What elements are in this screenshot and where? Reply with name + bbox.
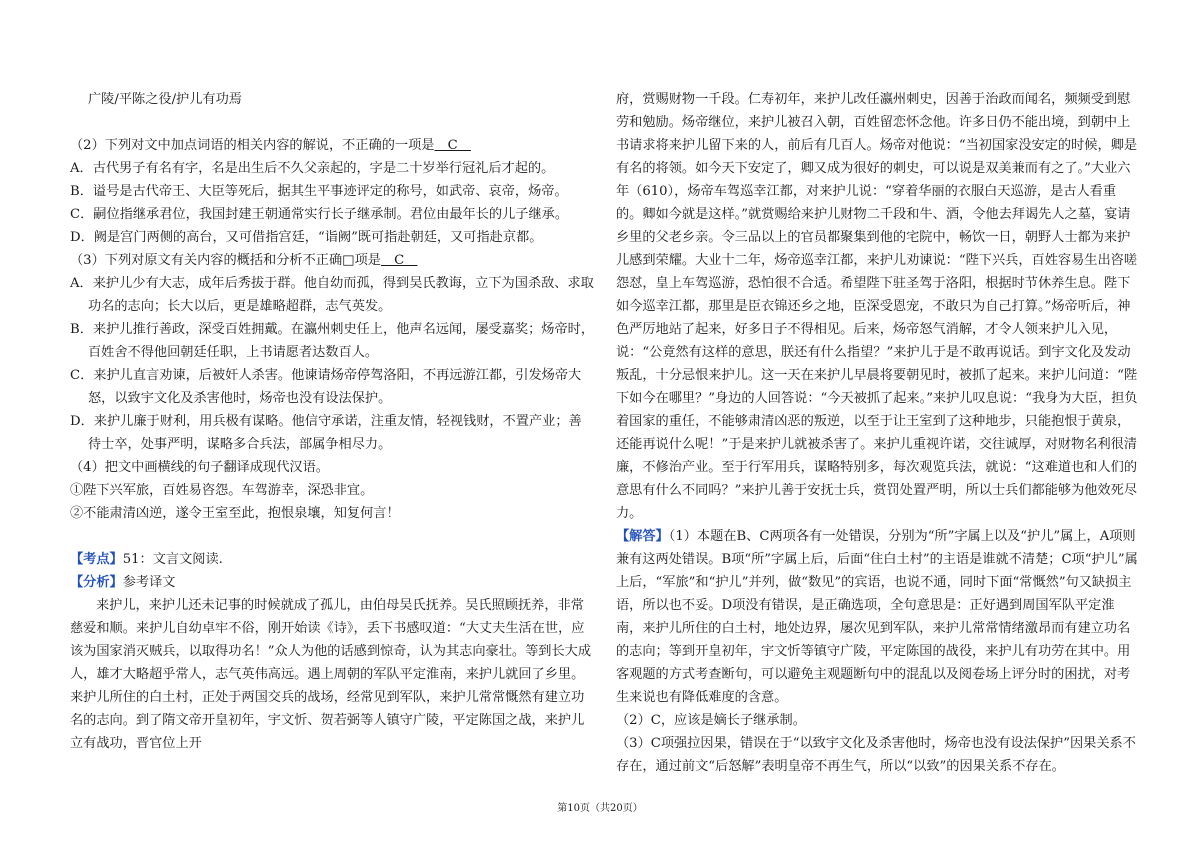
option-a: A．来护儿少有大志，成年后秀拔于群。他自幼而孤，得到吴氏教诲，立下为国杀敌、求取功名的志向；长大以后，更是雄略超群，志气英发。 bbox=[70, 276, 594, 314]
option-d: D．阙是宫门两侧的高台，又可借指宫廷，“诣阙”既可指赴朝廷，又可指赴京都。 bbox=[70, 230, 543, 245]
answer-blank: C bbox=[380, 253, 418, 268]
option-b: B．谥号是古代帝王、大臣等死后，据其生平事迹评定的称号，如武帝、哀帝，炀帝。 bbox=[70, 184, 568, 199]
fenxi-tag: 【分析】 bbox=[70, 575, 123, 590]
jieda-paragraph-3: （3）C项强拉因果，错误在于“以致宇文化及杀害他时，炀帝也没有设法保护”因果关系不存在，通过前文“后怒解”表明皇帝不再生气，所以“以致”的因果关系不存在。 bbox=[616, 736, 1136, 774]
answer-blank: C bbox=[434, 138, 471, 153]
jieda-tag: 【解答】 bbox=[616, 529, 669, 544]
jieda-paragraph-2: （2）C，应该是嫡长子继承制。 bbox=[616, 713, 806, 728]
translate-item-2: ②不能肃清凶逆，遂令王室至此，抱恨泉壤，知复何言！ bbox=[70, 506, 400, 521]
left-column bbox=[70, 88, 594, 755]
option-c: C．来护儿直言劝谏，后被奸人杀害。他谏请炀帝停驾洛阳，不再远游江都，引发炀帝大怒，以致宇文化及杀害他时，炀帝也没有设法保护。 bbox=[70, 368, 582, 406]
page-number: 第10页（共20页） bbox=[557, 803, 643, 814]
sentence-break-answer: 广陵/平陈之役/护儿有功焉 bbox=[88, 92, 242, 107]
translation-continued: 府，赏赐财物一千段。仁寿初年，来护儿改任瀛州刺史，因善于治政而闻名，频频受到慰劳和勉励。炀帝继位，来护儿被召入朝，百姓留恋怀念他。许多日仍不能出境，到朝中上书请求将来护儿留下来的人，前后有几百人。炀帝对他说：“当初国家没安定的时候，卿是有名的将领。如今天下安定了，卿又成为很好的刺史，可以说是双美兼而有之了。”大业六年（610），炀帝车驾巡幸江都，对来护儿说：“穿着华丽的衣服白天巡游，是古人看重的。卿如今就是这样。”就赏赐给来护儿财物二千段和牛、酒，令他去拜谒先人之墓，宴请乡里的父老乡亲。令三品以上的官员都聚集到他的宅院中，畅饮一日，朝野人士都为来护儿感到荣耀。大业十二年，炀帝巡幸江都，来护儿劝谏说：“陛下兴兵，百姓容易生出咨嗟怨怼，皇上车驾巡游，恐怕很不合适。希望陛下驻圣驾于洛阳，根据时节休养生息。陛下如今巡幸江都，那里是臣衣锦还乡之地，臣深受恩宠，不敢只为自己打算。”炀帝听后，神色严厉地站了起来，好多日子不得相见。后来，炀帝怒气消解，才令人领来护儿入见，说：“公竟然有这样的意思，朕还有什么指望？”来护儿于是不敢再说话。到宇文化及发动叛乱，十分忌恨来护儿。这一天在来护儿早晨将要朝见时，被抓了起来。来护儿问道：“陛下如今在哪里？”身边的人回答说：“今天被抓了起来。”来护儿叹息说：“我身为大臣，担负着国家的重任，不能够肃清凶恶的叛逆，以至于让王室到了这种地步，只能抱恨于黄泉，还能再说什么呢！”于是来护儿就被杀害了。来护儿重视许诺，交往诚厚，对财物名利很清廉，不修治产业。至于行军用兵，谋略特别多，每次观览兵法，就说：“这难道也和人们的意思有什么不同吗？”来护儿善于安抚士兵，赏罚处置严明，所以士兵们都能够为他效死尽力。 bbox=[616, 92, 1138, 521]
question-3: （3）下列对原文有关内容的概括和分析不正确□项是 C bbox=[70, 253, 418, 268]
translate-item-1: ①陛下兴军旅，百姓易咨怨。车驾游幸，深恐非宜。 bbox=[70, 483, 374, 498]
spacer bbox=[70, 525, 594, 548]
translation-paragraph: 来护儿，来护儿还未记事的时候就成了孤儿，由伯母吴氏抚养。吴氏照顾抚养，非常慈爱和顺。来护儿自幼卓牢不俗，刚开始读《诗》，丢下书感叹道：“大丈夫生活在世，应该为国家消灭贼兵，以取得功名！”众人为他的话感到惊奇，认为其志向豪壮。等到长大成人，雄才大略超乎常人，志气英伟高远。遇上周朝的军队平定淮南，来护儿就回了乡里。来护儿所住的白土村，正处于两国交兵的战场，经常见到军队，来护儿常常慨然有建立功名的志向。到了隋文帝开皇初年，宇文忻、贺若弼等人镇守广陵，平定陈国之战，来护儿立有战功，晋官位上开 bbox=[70, 598, 592, 751]
question-2: （2）下列对文中加点词语的相关内容的解说，不正确的一项是 C bbox=[70, 138, 471, 153]
fenxi-line: 【分析】参考译文 bbox=[70, 575, 176, 590]
option-a: A．古代男子有名有字，名是出生后不久父亲起的，字是二十岁举行冠礼后才起的。 bbox=[70, 161, 555, 176]
right-column bbox=[616, 88, 1140, 778]
jieda-paragraph-1: 【解答】（1）本题在B、C两项各有一处错误，分别为“所”字属上以及“护儿”属上，A项则兼有这两处错误。B项“所”字属上后，后面“住白土村”的主语是谁就不清楚；C项“护儿”属上后，“军旅”和“护儿”并列，做“数见”的宾语，也说不通，同时下面“常慨然”句又缺损主语，所以也不妥。D项没有错误，是正确选项，全句意思是：正好遇到周国军队平定淮南，来护儿所住的白土村，地处边界，屡次见到军队，来护儿常常情绪激昂而有建立功名的志向；等到开皇初年，宇文忻等镇守广陵，平定陈国的战役，来护儿有功劳在其中。用客观题的方式考查断句，可以避免主观题断句中的混乱以及阅卷场上评分时的困扰，对考生来说也有降低难度的含意。 bbox=[616, 529, 1138, 705]
kaodian-line: 【考点】51：文言文阅读. bbox=[70, 552, 223, 567]
spacer bbox=[70, 111, 594, 134]
option-c: C．嗣位指继承君位，我国封建王朝通常实行长子继承制。君位由最年长的儿子继承。 bbox=[70, 207, 569, 222]
question-4: （4）把文中画横线的句子翻译成现代汉语。 bbox=[70, 460, 329, 475]
option-b: B．来护儿推行善政，深受百姓拥戴。在瀛州刺史任上，他声名远闻，屡受嘉奖；炀帝时，百姓舍不得他回朝廷任职，上书请愿者达数百人。 bbox=[70, 322, 594, 360]
kaodian-tag: 【考点】 bbox=[70, 552, 123, 567]
option-d: D．来护儿廉于财利，用兵极有谋略。他信守承诺，注重友情，轻视钱财，不置产业；善待士卒，处事严明，谋略多合兵法，部属争相尽力。 bbox=[70, 414, 582, 452]
